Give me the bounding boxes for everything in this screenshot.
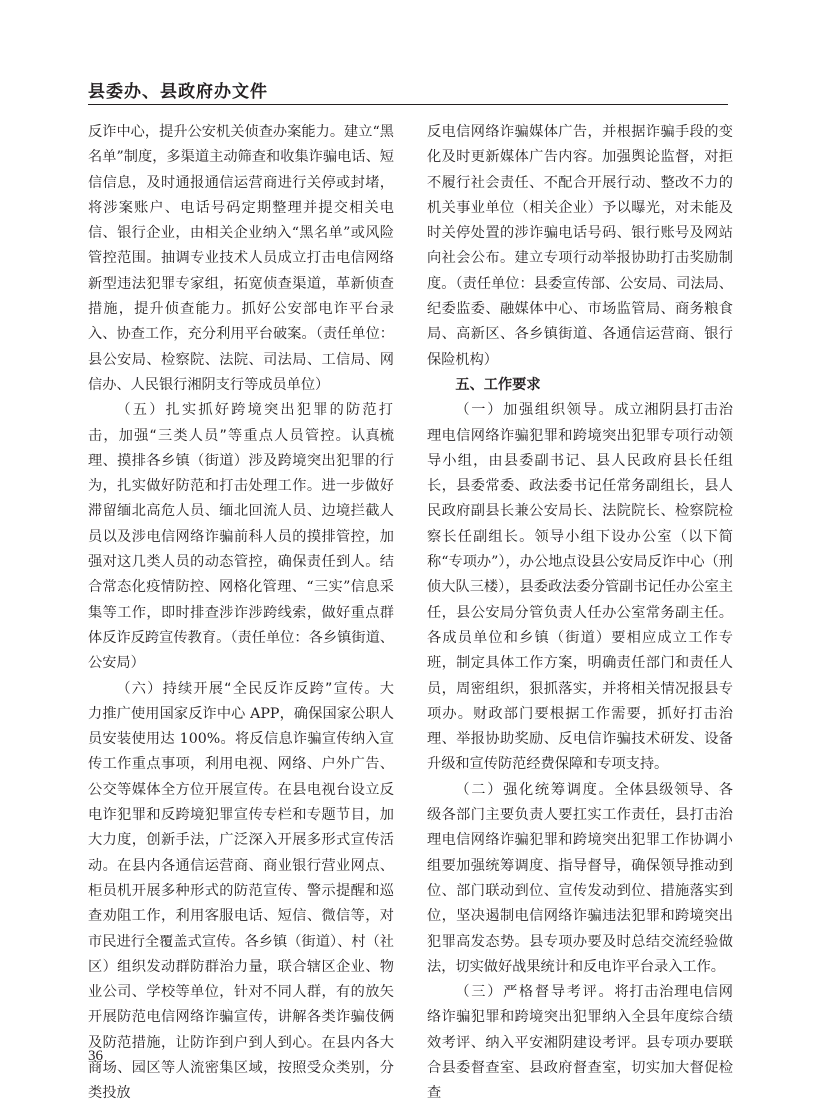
paragraph-body: 成立湘阴县打击治理电信网络诈骗犯罪和跨境突出犯罪专项行动领导小组，由县委副书记、县人民政府县长任组长，县委常委、政法委书记任常务副组长，县人民政府副县长兼公安局长、法院院长、检察院检察长任副组长。领导小组下设办公室（以下简称“专项办”），办公地点设县公安局反诈中心（刑侦大队三楼），县委政法委分管副书记任办公室主任，县公安局分管负责人任办公室常务副主任。各成员单位和乡镇（街道）要相应成立工作专班，制定具体工作方案，明确责任部门和责任人员，周密组织，狠抓落实，并将相关情况报县专项办。财政部门要根据工作需要，抓好打击治理、举报协助奖励、反电信诈骗技术研发、设备升级和宣传防范经费保障和专项支持。 [427, 402, 733, 773]
subsection-heading: （五）扎实抓好跨境突出犯罪的防范打击，加强“三类人员”等重点人员管控。 [88, 402, 394, 444]
right-column [427, 120, 733, 1107]
left-column [88, 120, 394, 1107]
paragraph-body: 认真梳理、摸排各乡镇（街道）涉及跨境突出犯罪的行为，扎实做好防范和打击处理工作。进一步做好滞留缅北高危人员、缅北回流人员、边境拦截人员以及涉电信网络诈骗前科人员的摸排管控，加强对这几类人员的动态管控，确保责任到人。结合常态化疫情防控、网格化管理、“三实”信息采集等工作，即时排查涉诈涉跨线索，做好重点群体反诈反跨宣传教育。（责任单位：各乡镇街道、公安局） [88, 427, 394, 672]
header-divider [88, 104, 728, 105]
subsection-heading: （三）严格督导考评。 [455, 984, 615, 1001]
paragraph [88, 677, 394, 1107]
subsection-heading: （二）强化统筹调度。 [455, 781, 615, 798]
paragraph-body: 将打击治理电信网络诈骗犯罪和跨境突出犯罪纳入全县年度综合绩效考评、纳入平安湘阴建设考评。县专项办要联合县委督查室、县政府督查室，切实加大督促检查 [427, 984, 733, 1102]
paragraph: 反电信网络诈骗媒体广告，并根据诈骗手段的变化及时更新媒体广告内容。加强舆论监督，对拒不履行社会责任、不配合开展行动、整改不力的机关事业单位（相关企业）予以曝光，对未能及时关停处置的涉诈骗电话号码、银行账号及网站向社会公布。建立专项行动举报协助打击奖励制度。（责任单位：县委宣传部、公安局、司法局、纪委监委、融媒体中心、市场监管局、商务粮食局、高新区、各乡镇街道、各通信运营商、银行保险机构） [427, 124, 733, 368]
page-number: 36 [88, 1048, 103, 1064]
paragraph [88, 398, 394, 676]
paragraph [427, 980, 733, 1106]
paragraph [427, 778, 733, 980]
paragraph [427, 398, 733, 777]
section-heading: 五、工作要求 [455, 376, 541, 393]
paragraph-body: 全体县级领导、各级各部门主要负责人要扛实工作责任，县打击治理电信网络诈骗犯罪和跨境突出犯罪工作协调小组要加强统筹调度、指导督导，确保领导推动到位、部门联动到位、宣传发动到位、措施落实到位，坚决遏制电信网络诈骗违法犯罪和跨境突出犯罪高发态势。县专项办要及时总结交流经验做法，切实做好战果统计和反电诈平台录入工作。 [427, 781, 733, 975]
subsection-heading: （一）加强组织领导。 [455, 402, 615, 419]
running-header-title: 县委办、县政府办文件 [88, 82, 268, 102]
subsection-heading: （六）持续开展“全民反诈反跨”宣传。 [116, 680, 380, 697]
paragraph: 反诈中心，提升公安机关侦查办案能力。建立“黑名单”制度，多渠道主动筛查和收集诈骗电话、短信信息，及时通报通信运营商进行关停或封堵，将涉案账户、电话号码定期整理并提交相关电信、银行企业，由相关企业纳入“黑名单”或风险管控范围。抽调专业技术人员成立打击电信网络新型违法犯罪专家组，拓宽侦查渠道，革新侦查措施，提升侦查能力。抓好公安部电诈平台录入、协查工作，充分利用平台破案。（责任单位：县公安局、检察院、法院、司法局、工信局、网信办、人民银行湘阴支行等成员单位） [88, 124, 394, 393]
paragraph-body: 大力推广使用国家反诈中心 APP，确保国家公职人员安装使用达 100%。将反信息诈骗宣传纳入宣传工作重点事项，利用电视、网络、户外广告、公交等媒体全方位开展宣传。在县电视台设立反电诈犯罪和反跨境犯罪宣传专栏和专题节目，加大力度，创新手法，广泛深入开展多形式宣传活动。在县内各通信运营商、商业银行营业网点、柜员机开展多种形式的防范宣传、警示提醒和巡查劝阻工作，利用客服电话、短信、微信等，对市民进行全覆盖式宣传。各乡镇（街道）、村（社区）组织发动群防群治力量，联合辖区企业、物业公司、学校等单位，针对不同人群，有的放矢开展防范电信网络诈骗宣传，讲解各类诈骗伎俩及防范措施，让防诈到户到人到心。在县内各大商场、园区等人流密集区域，按照受众类别，分类投放 [88, 680, 394, 1102]
